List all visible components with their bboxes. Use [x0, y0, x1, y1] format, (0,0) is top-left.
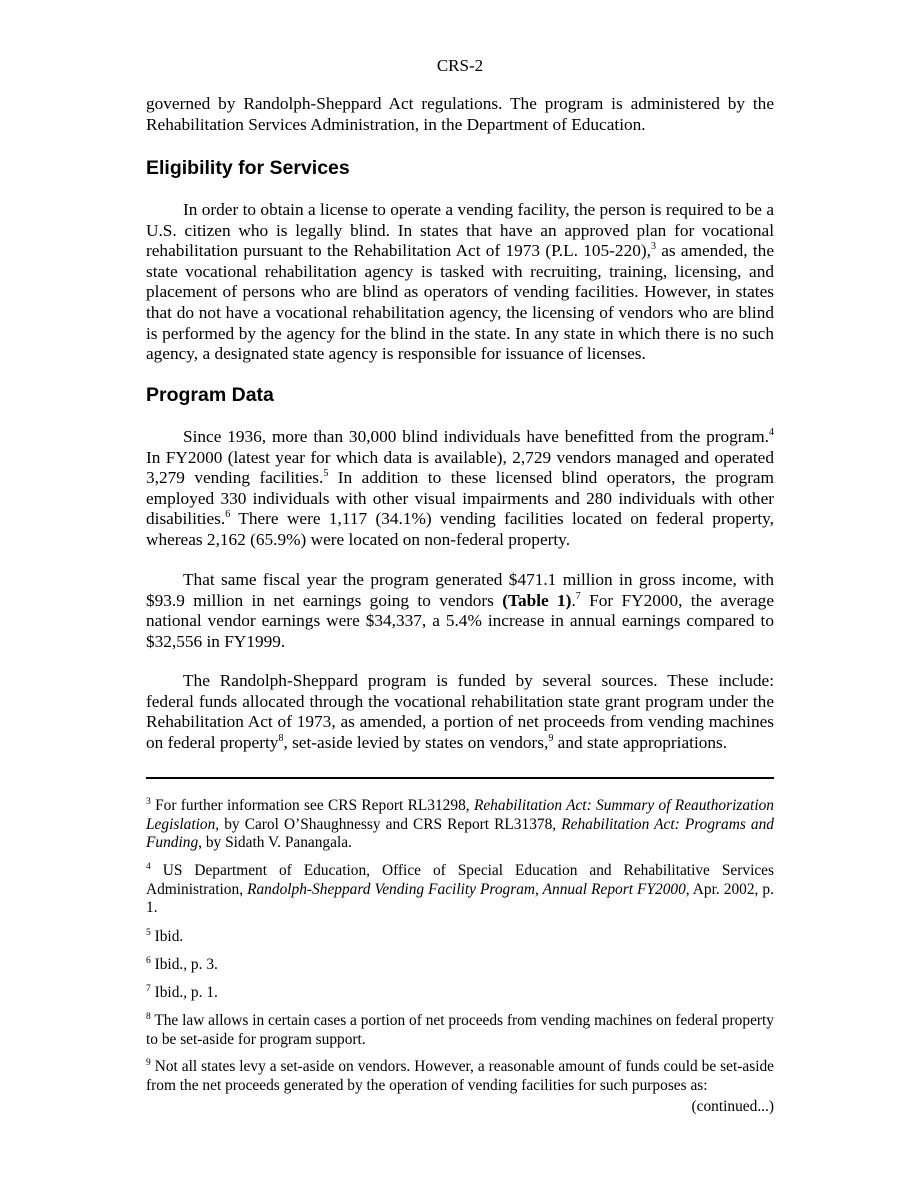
program-data-paragraph-2: [146, 570, 774, 652]
footnote-ref-4: 4: [769, 427, 774, 439]
program-data-text-2a: That same fiscal year the program generated $471.1 million in gross income, with $93.9 million in net earnings going to vendors: [146, 570, 774, 610]
footnote-8: [146, 1012, 774, 1049]
footnote-9-mark: 9: [146, 1057, 151, 1068]
footnote-ref-9: 9: [548, 733, 554, 745]
eligibility-text-1: In order to obtain a license to operate a vending facility, the person is required to be a U.S. citizen who is legally blind. In states that have an approved plan for vocational rehabilitation pursuant to the Rehabilitation Act of 1973 (P.L. 105-220),: [146, 200, 774, 261]
footnote-3-text-c: , by Sidath V. Panangala.: [198, 834, 352, 852]
footnote-3-title-1: Rehabilitation Act: Summary of Reauthorization Legislation,: [146, 797, 774, 833]
program-data-text-3a: The Randolph-Sheppard program is funded by several sources. These include: federal funds allocated through the vocational rehabilitation state grant program under the Rehabilitation Act of 1973, as amended, a portion of net proceeds from vending machines on federal property: [146, 671, 774, 752]
footnote-6: [146, 956, 774, 975]
eligibility-text-2: as amended, the state vocational rehabilitation agency is tasked with recruiting, training, licensing, and placement of persons who are blind as operators of vending facilities. However, in states that do not have a vocational rehabilitation agency, the licensing of vendors who are blind is performed by the agency for the blind in the state. In any state in which there is no such agency, a designated state agency is responsible for issuance of licenses.: [146, 241, 774, 364]
footnote-5: [146, 928, 774, 947]
eligibility-paragraph: [146, 200, 774, 365]
footnote-ref-3: 3: [650, 241, 656, 253]
footnote-4-title: Randolph-Sheppard Vending Facility Program, Annual Report FY2000: [247, 880, 686, 898]
footnote-4-mark: 4: [146, 861, 151, 872]
program-data-paragraph-3: [146, 671, 774, 753]
program-data-text-1a: Since 1936, more than 30,000 blind individuals have benefitted from the program.: [183, 427, 769, 446]
program-data-paragraph-1: [146, 427, 774, 551]
footnote-divider: [146, 777, 774, 779]
footnote-ref-7: 7: [575, 590, 581, 602]
footnote-5-mark: 5: [146, 927, 151, 938]
footnote-4-text-b: , Apr. 2002, p. 1.: [146, 880, 774, 917]
footnote-ref-5: 5: [323, 468, 329, 480]
program-data-text-2c: For FY2000, the average national vendor earnings were $34,337, a 5.4% increase in annual earnings compared to $32,556 in FY1999.: [146, 590, 774, 651]
footnote-9-text: Not all states levy a set-aside on vendors. However, a reasonable amount of funds could be set-aside from the net proceeds generated by the operation of vending facilities for such purposes as:: [146, 1058, 774, 1094]
footnote-5-text: Ibid.: [150, 928, 184, 945]
footnote-ref-8: 8: [278, 733, 284, 745]
footnote-7-mark: 7: [146, 983, 151, 994]
program-data-text-3c: and state appropriations.: [553, 732, 728, 752]
eligibility-heading: Eligibility for Services: [146, 157, 350, 179]
footnote-3: [146, 797, 774, 853]
program-data-text-2b: .: [571, 590, 576, 610]
continued-note: (continued...): [691, 1098, 774, 1115]
footnote-3-mark: 3: [146, 796, 151, 807]
program-data-text-1c: In addition to these licensed blind operators, the program employed 330 individuals with other visual impairments and 280 individuals with other disabilities.: [146, 468, 774, 529]
footnote-7: [146, 984, 774, 1003]
page-number-header: CRS-2: [436, 56, 484, 75]
footnote-6-text: Ibid., p. 3.: [150, 956, 218, 973]
program-data-text-1d: There were 1,117 (34.1%) vending facilities located on federal property, whereas 2,162 (65.9%) were located on non-federal property.: [146, 509, 774, 549]
footnote-9: [146, 1058, 774, 1095]
program-data-heading: Program Data: [146, 384, 274, 406]
footnote-6-mark: 6: [146, 955, 151, 966]
intro-paragraph: governed by Randolph-Sheppard Act regulations. The program is administered by the Rehabilitation Services Administration, in the Department of Education.: [146, 94, 774, 134]
footnote-4-text-a: US Department of Education, Office of Special Education and Rehabilitative Services Administration,: [146, 862, 774, 898]
footnote-ref-6: 6: [225, 509, 231, 521]
footnote-3-text-a: For further information see CRS Report RL31298,: [150, 797, 474, 814]
footnote-4: [146, 862, 774, 918]
footnote-7-text: Ibid., p. 1.: [150, 984, 218, 1001]
table-1-reference: (Table 1): [502, 590, 572, 610]
footnote-3-text-b: by Carol O’Shaughnessy and CRS Report RL31378,: [219, 815, 562, 833]
program-data-text-3b: , set-aside levied by states on vendors,: [283, 732, 549, 752]
footnote-8-mark: 8: [146, 1011, 151, 1022]
program-data-text-1b: In FY2000 (latest year for which data is available), 2,729 vendors managed and operated 3,279 vending facilities.: [146, 447, 774, 488]
footnote-3-title-2: Rehabilitation Act: Programs and Funding: [146, 815, 775, 852]
footnote-8-text: The law allows in certain cases a portion of net proceeds from vending machines on federal property to be set-aside for program support.: [146, 1012, 774, 1048]
